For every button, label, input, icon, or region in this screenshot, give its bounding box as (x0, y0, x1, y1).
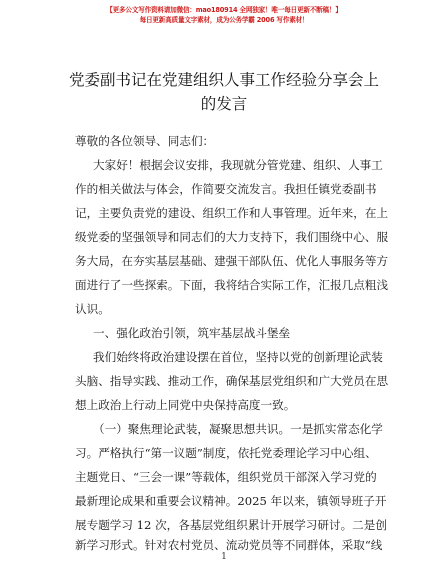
body-line: 我们始终将政治建设摆在首位，坚持以党的创新理论武装 (93, 350, 383, 364)
body-line: 作的相关做法与体会，作简要交流发言。我担任镇党委副书 (75, 182, 377, 196)
title-line-1: 党委副书记在党建组织人事工作经验分享会上 (68, 71, 379, 89)
body-line: 主题党日、“三会一课”等载体，组织党员干部深入学习党的 (75, 470, 377, 484)
body-line: 认识。 (75, 302, 110, 316)
body-line: 级党委的坚强领导和同志们的大力支持下，我们围绕中心、服 (75, 230, 389, 244)
body-line: 务大局，在夯实基层基础、建强干部队伍、优化人事服务等方 (75, 254, 389, 268)
promo-banner-line-1: 【更多公文写作资料请加微信：mao180914 全网独家！唯一每日更新不断稿！】 (106, 6, 342, 14)
body-line: 面进行了一些探索。下面，我将结合实际工作，汇报几点粗浅 (75, 278, 389, 292)
section-heading: 一、强化政治引领，筑牢基层战斗堡垒 (93, 326, 291, 340)
body-line: 习。严格执行“第一议题”制度，依托党委理论学习中心组、 (75, 446, 377, 460)
body-line: 新学习形式。针对农村党员、流动党员等不同群体，采取“线 (75, 538, 383, 552)
body-line: 大家好！根据会议安排，我现就分管党建、组织、人事工 (93, 158, 383, 172)
body-line: 最新理论成果和重要会议精神。2025 年以来，镇领导班子开 (75, 494, 387, 508)
title-line-2: 的发言 (200, 95, 248, 113)
body-line: （一）聚焦理论武装，凝聚思想共识。一是抓实常态化学 (93, 422, 383, 436)
body-line: 记，主要负责党的建设、组织工作和人事管理。近年来，在上 (75, 206, 389, 220)
salutation: 尊敬的各位领导、同志们： (75, 134, 215, 148)
body-line: 想上政治上行动上同党中央保持高度一致。 (75, 398, 296, 412)
document-title (56, 68, 392, 116)
page-number: 1 (221, 552, 227, 562)
body-line: 头脑、指导实践、推动工作，确保基层党组织和广大党员在思 (75, 374, 389, 388)
promo-banner-line-2: 每日更新高质量文字素材，成为公务学霸 2006 写作素材！ (139, 16, 309, 24)
body-line: 展专题学习 12 次，各基层党组织累计开展学习研讨。二是创 (75, 518, 387, 532)
